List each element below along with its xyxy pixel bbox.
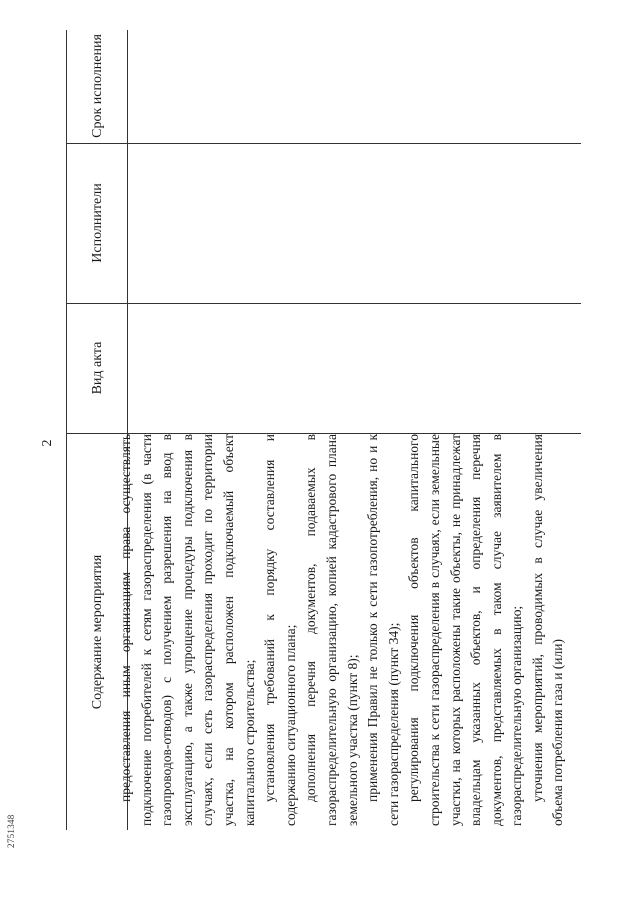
column-divider (101, 303, 581, 304)
document-page (40, 30, 600, 830)
content-cell (116, 434, 569, 826)
content-paragraph: уточнения мероприятий, проводимых в случае увеличения объема потребления газа и (или) (529, 434, 566, 826)
header-act-type: Вид акта (67, 303, 127, 434)
page-number: 2 (40, 439, 55, 447)
content-paragraph: предоставления иным организациям права осуществлять подключение потребителей к сетям газораспределения (в части газопроводов-отводов) с получением разрешения на ввод в эксплуатацию, а также упрощение процедуры подключения в случаях, если сеть газораспределения проходит по территории участка, на котором расположен подключаемый объект капитального строительства; (118, 434, 257, 826)
content-paragraph: применения Правил не только к сети газопотребления, но и к сети газораспределения (пункт 34); (365, 434, 401, 826)
column-divider (101, 143, 581, 144)
header-deadline: Срок исполнения (67, 29, 127, 144)
header-executors: Исполнители (67, 143, 127, 304)
content-paragraph: установления требований к порядку составления и содержанию ситуационного плана; (262, 434, 298, 826)
content-paragraph: регулирования подключения объектов капитального строительства к сети газораспределения в случаях, если земельные участки, на которых расположены такие объекты, не принадлежат владельцам указанных объектов, и определения перечня документов, представляемых в таком случае заявителем в газораспределительную организацию; (406, 434, 525, 826)
document-code: 2751348 (6, 814, 16, 848)
content-paragraph: дополнения перечня документов, подаваемых в газораспределительную организацию, копией кадастрового плана земельного участка (пункт 8); (303, 434, 360, 826)
header-content: Содержание мероприятия (89, 554, 105, 710)
